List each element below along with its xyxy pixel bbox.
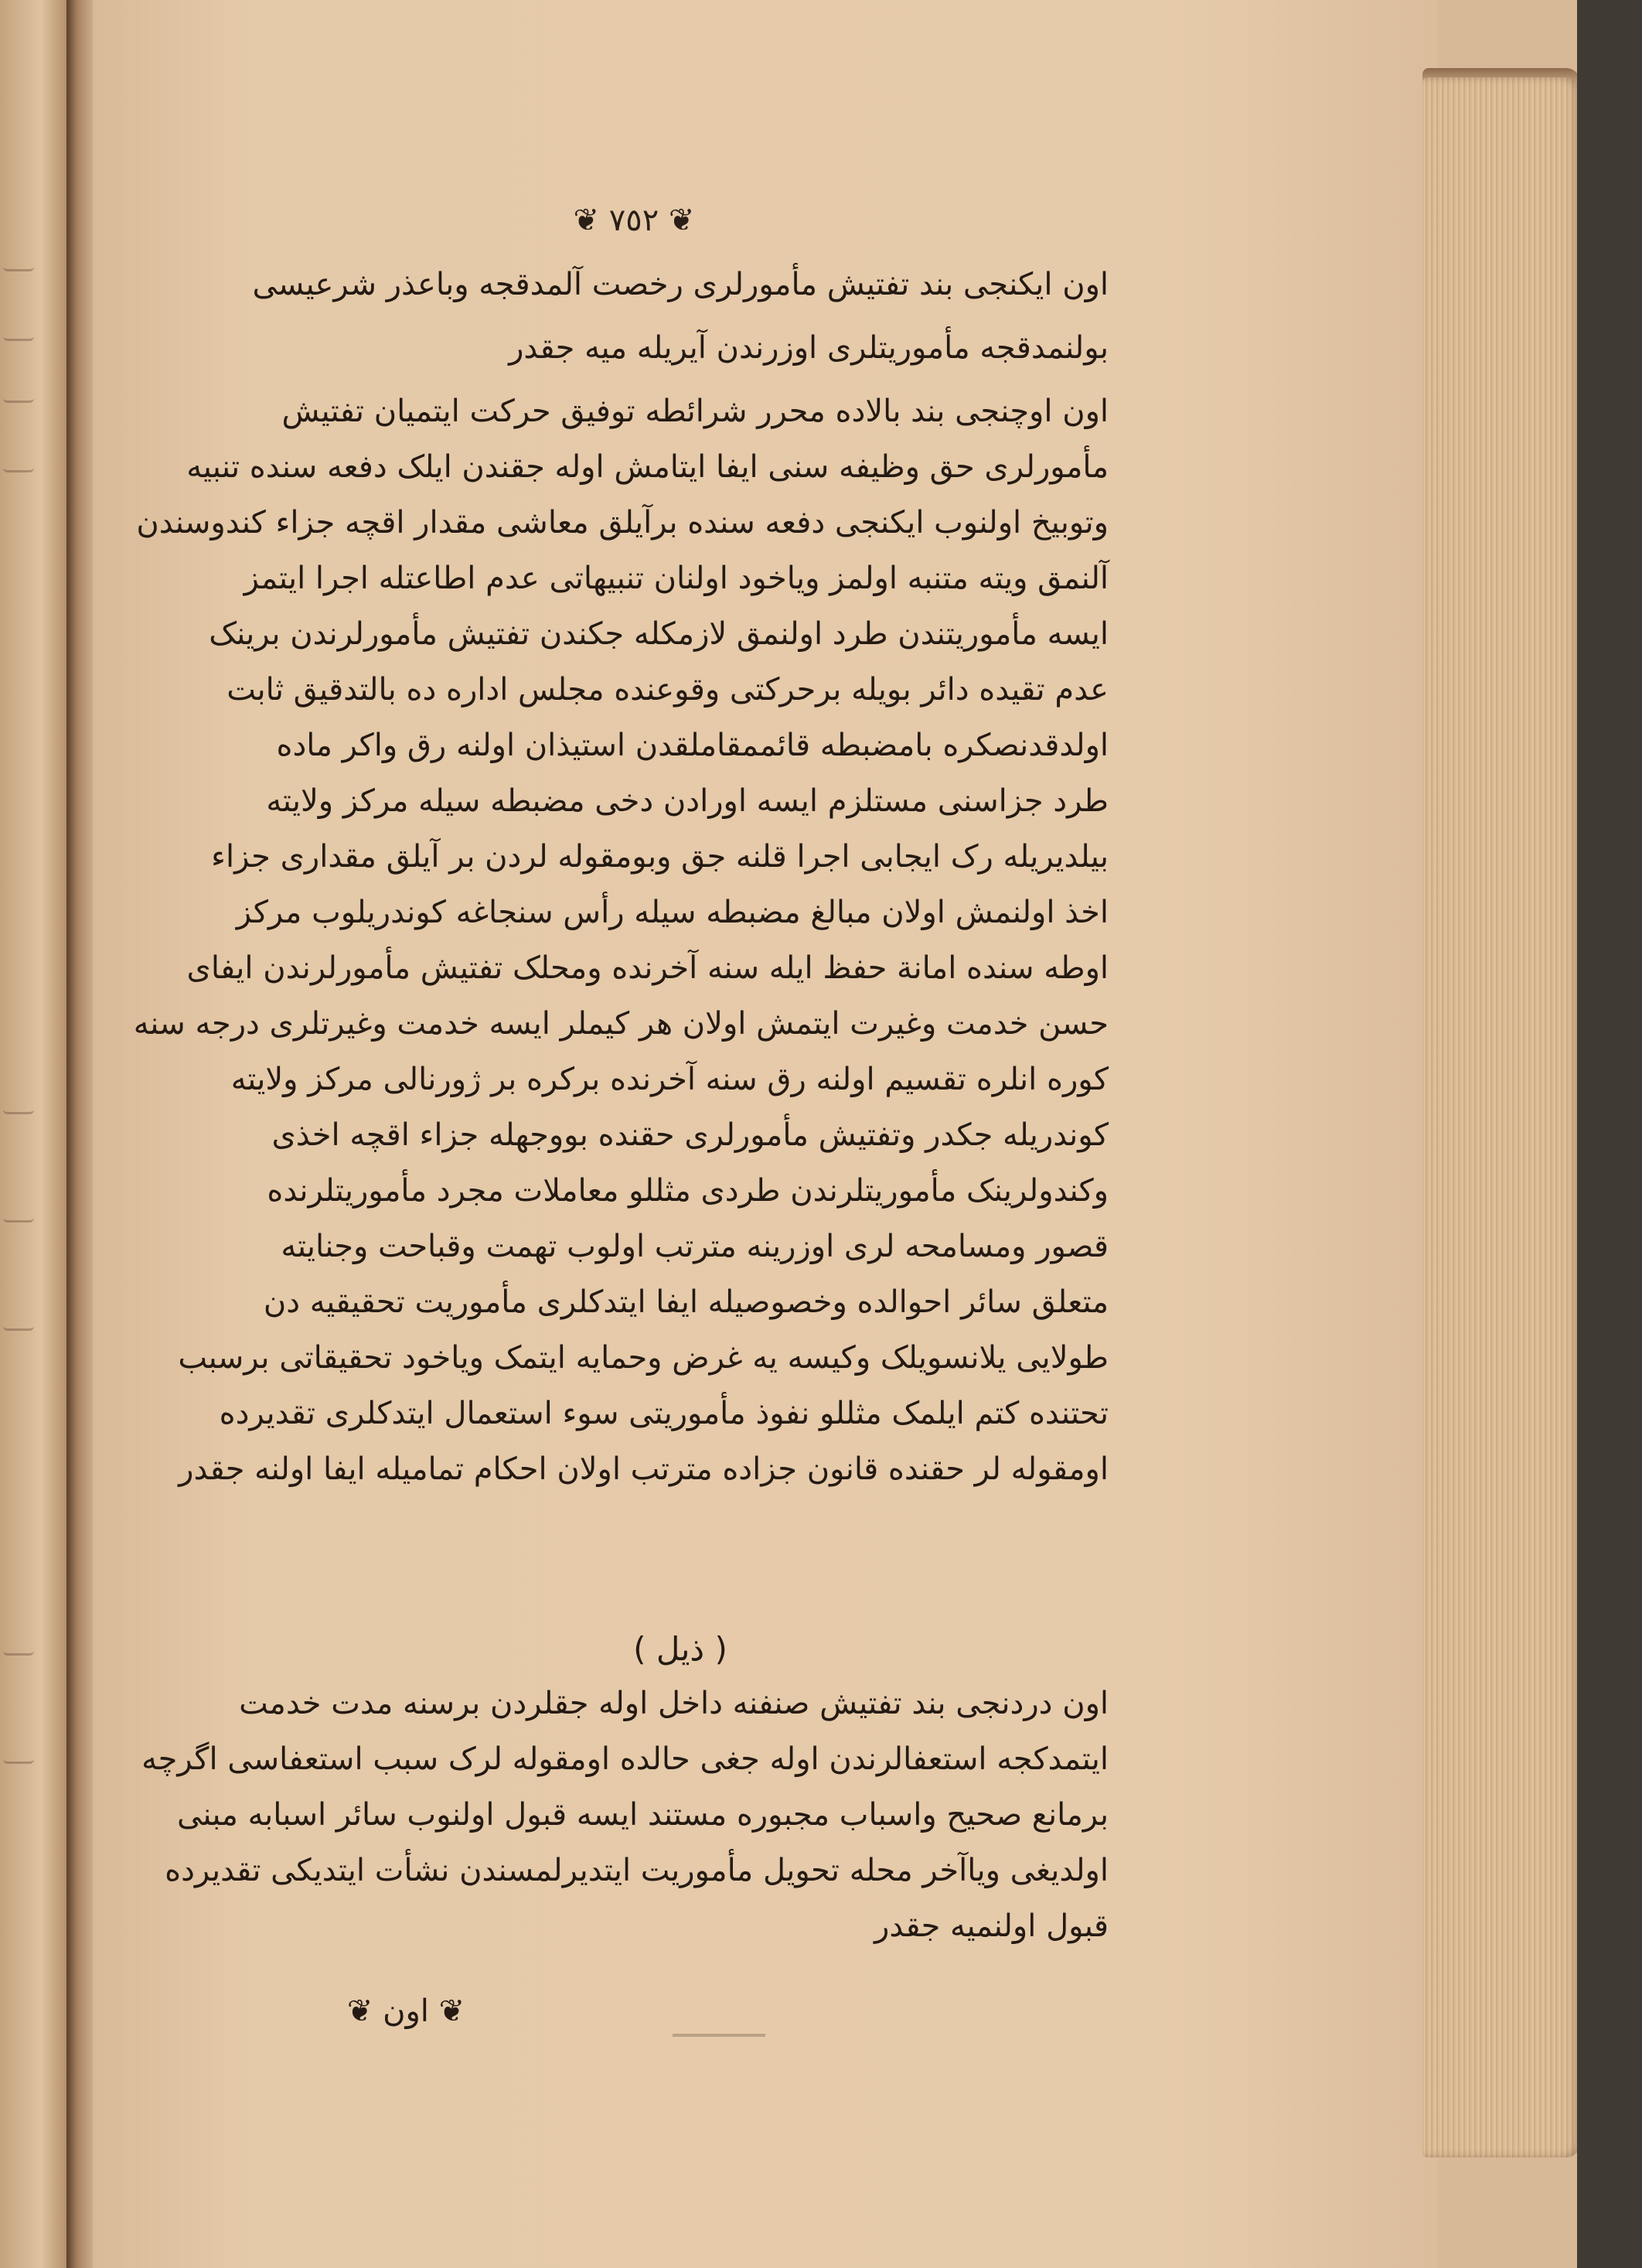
text-line: برمانع صحیح واسباب مجبوره مستند ایسه قبول اولنوب سائر اسبابه مبنی xyxy=(177,1797,1109,1833)
margin-fragment xyxy=(3,1098,34,1114)
text-line: حسن خدمت وغیرت ایتمش اولان هر کیملر ایسه خدمت وغیرتلری درجه سنه xyxy=(133,1006,1109,1042)
margin-fragment xyxy=(3,1206,34,1223)
ink-mark xyxy=(673,2034,765,2037)
margin-fragment xyxy=(3,1315,34,1331)
margin-fragment xyxy=(3,255,34,271)
text-line: مأمورلری حق وظیفه سنی ایفا ایتامش اوله جقندن ایلک دفعه سنده تنبیه xyxy=(186,449,1109,485)
text-line: وتوبیخ اولنوب ایکنجی دفعه سنده برآیلق معاشی مقدار اقچه جزاء کندوسندن xyxy=(136,505,1109,541)
page-stack-edge xyxy=(1422,77,1580,2157)
margin-fragment xyxy=(3,1639,34,1656)
text-line: اوطه سنده امانة حفظ ایله سنه آخرنده ومحلک تفتیش مأمورلرندن ایفای xyxy=(186,950,1109,986)
text-line: اون ایکنجی بند تفتیش مأمورلری رخصت آلمدقجه وباعذر شرعیسی xyxy=(252,267,1109,302)
margin-fragment xyxy=(3,456,34,472)
text-line: بولنمدقجه مأموریتلری اوزرندن آیریله میه جقدر xyxy=(509,330,1109,366)
background xyxy=(1577,0,1642,2268)
text-line: اومقوله لر حقنده قانون جزاده مترتب اولان احکام تمامیله ایفا اولنه جقدر xyxy=(179,1451,1109,1487)
text-line: متعلق سائر احوالده وخصوصیله ایفا ایتدکلری مأموریت تحقیقیه دن xyxy=(263,1284,1109,1320)
text-line: بیلدیریله رک ایجابی اجرا قلنه جق وبومقوله لردن بر آیلق مقداری جزاء xyxy=(211,839,1109,875)
catchword: ❦ اون ❦ xyxy=(346,1993,465,2029)
text-line: اون دردنجی بند تفتیش صنفنه داخل اوله جقلردن برسنه مدت خدمت xyxy=(239,1686,1109,1721)
text-line: کوره انلره تقسیم اولنه رق سنه آخرنده برکره بر ژورنالی مرکز ولایته xyxy=(230,1062,1109,1097)
text-line: وکندولرینک مأموریتلرندن طردی مثللو معاملات مجرد مأموریتلرنده xyxy=(267,1173,1109,1209)
text-line: ایتمدکجه استعفالرندن اوله جغی حالده اومقوله لرک سبب استعفاسی اگرچه xyxy=(141,1741,1109,1777)
text-line: اولدیغی ویاآخر محله تحویل مأموریت ایتدیرلمسندن نشأت ایتدیکی تقدیرده xyxy=(165,1853,1109,1888)
text-line: قصور ومسامحه لری اوزرینه مترتب اولوب تهمت وقباحت وجنایته xyxy=(281,1229,1109,1264)
margin-fragment xyxy=(3,325,34,341)
text-line: کوندریله جکدر وتفتیش مأمورلری حقنده بووجهله جزاء اقچه اخذی xyxy=(271,1117,1109,1153)
margin-fragment xyxy=(3,387,34,403)
section-heading: ( ذیل ) xyxy=(633,1630,727,1668)
facing-page-edge xyxy=(0,0,74,2268)
text-line: عدم تقیده دائر بویله برحرکتی وقوعنده مجلس اداره ده بالتدقیق ثابت xyxy=(227,672,1109,708)
text-line: اولدقدنصکره بامضبطه قائممقاملقدن استیذان اولنه رق واکر ماده xyxy=(276,728,1109,763)
margin-fragment xyxy=(3,1748,34,1764)
text-line: طرد جزاسنی مستلزم ایسه اورادن دخی مضبطه سیله مرکز ولایته xyxy=(266,783,1109,819)
page-number: ❦ ٧٥٢ ❦ xyxy=(573,203,695,238)
text-line: اخذ اولنمش اولان مبالغ مضبطه سیله رأس سنجاغه کوندریلوب مرکز xyxy=(236,895,1109,930)
text-line: ایسه مأموریتندن طرد اولنمق لازمکله جکندن تفتیش مأمورلرندن برینک xyxy=(209,616,1109,652)
text-line: اون اوچنجی بند بالاده محرر شرائطه توفیق حرکت ایتمیان تفتیش xyxy=(281,394,1109,429)
text-line: طولایی یلانسویلک وکیسه یه غرض وحمایه ایتمک وياخود تحقیقاتی برسبب xyxy=(178,1340,1109,1376)
text-line: آلنمق ویته متنبه اولمز وياخود اولنان تنبیهاتی عدم اطاعتله اجرا ایتمز xyxy=(244,561,1109,596)
text-line: قبول اولنمیه جقدر xyxy=(874,1908,1109,1944)
text-line: تحتنده کتم ایلمک مثللو نفوذ مأموریتی سوء استعمال ایتدکلری تقدیرده xyxy=(219,1396,1109,1431)
